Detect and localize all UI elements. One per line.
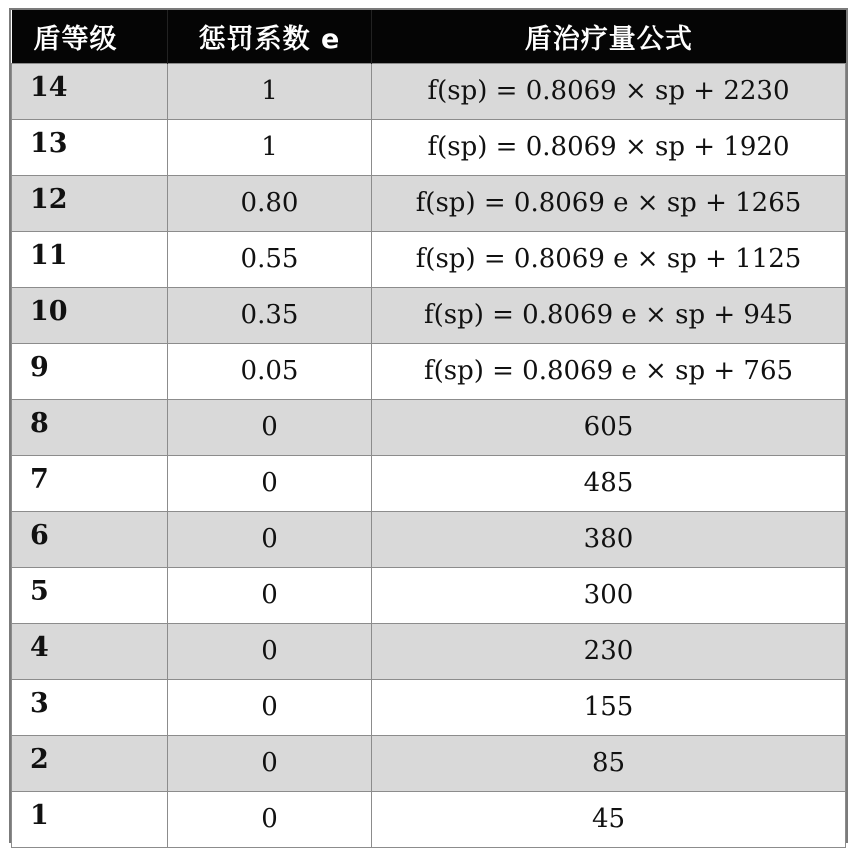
cell-formula: 45 xyxy=(372,791,846,847)
cell-penalty: 1 xyxy=(168,63,372,119)
table-row xyxy=(12,63,846,119)
table-row xyxy=(12,455,846,511)
cell-penalty: 0 xyxy=(168,455,372,511)
table-row xyxy=(12,399,846,455)
cell-penalty: 0 xyxy=(168,567,372,623)
table-row xyxy=(12,567,846,623)
table-row xyxy=(12,735,846,791)
cell-level: 2 xyxy=(12,735,168,791)
header-row xyxy=(12,10,846,63)
cell-formula: 230 xyxy=(372,623,846,679)
table-row xyxy=(12,791,846,847)
header-shield-level: 盾等级 xyxy=(33,23,118,55)
cell-formula: f(sp) = 0.8069 e × sp + 945 xyxy=(372,287,846,343)
cell-formula: 300 xyxy=(372,567,846,623)
cell-level: 5 xyxy=(12,567,168,623)
table-body xyxy=(12,63,846,847)
table-row xyxy=(12,231,846,287)
cell-penalty: 0 xyxy=(168,623,372,679)
cell-penalty: 0.05 xyxy=(168,343,372,399)
cell-penalty: 1 xyxy=(168,119,372,175)
cell-formula: 485 xyxy=(372,455,846,511)
table-row xyxy=(12,623,846,679)
shield-table xyxy=(9,8,848,843)
cell-level: 13 xyxy=(12,119,168,175)
cell-formula: f(sp) = 0.8069 × sp + 1920 xyxy=(372,119,846,175)
cell-penalty: 0 xyxy=(168,679,372,735)
table-row xyxy=(12,119,846,175)
cell-penalty: 0 xyxy=(168,511,372,567)
cell-level: 7 xyxy=(12,455,168,511)
header-heal-formula: 盾治疗量公式 xyxy=(372,10,846,63)
table-row xyxy=(12,679,846,735)
cell-level: 1 xyxy=(12,791,168,847)
cell-formula: f(sp) = 0.8069 e × sp + 765 xyxy=(372,343,846,399)
cell-penalty: 0 xyxy=(168,791,372,847)
cell-level: 12 xyxy=(12,175,168,231)
cell-formula: 380 xyxy=(372,511,846,567)
cell-level: 8 xyxy=(12,399,168,455)
table-header xyxy=(12,10,846,63)
cell-level: 4 xyxy=(12,623,168,679)
table-row xyxy=(12,511,846,567)
cell-formula: 85 xyxy=(372,735,846,791)
cell-level: 11 xyxy=(12,231,168,287)
cell-formula: 605 xyxy=(372,399,846,455)
cell-penalty: 0.35 xyxy=(168,287,372,343)
table-row xyxy=(12,287,846,343)
table-row xyxy=(12,175,846,231)
cell-formula: 155 xyxy=(372,679,846,735)
shield-heal-table xyxy=(11,10,846,848)
table-row xyxy=(12,343,846,399)
cell-formula: f(sp) = 0.8069 × sp + 2230 xyxy=(372,63,846,119)
cell-penalty: 0 xyxy=(168,399,372,455)
cell-formula: f(sp) = 0.8069 e × sp + 1265 xyxy=(372,175,846,231)
cell-penalty: 0.80 xyxy=(168,175,372,231)
cell-level: 14 xyxy=(12,63,168,119)
cell-formula: f(sp) = 0.8069 e × sp + 1125 xyxy=(372,231,846,287)
cell-penalty: 0 xyxy=(168,735,372,791)
cell-level: 6 xyxy=(12,511,168,567)
cell-level: 10 xyxy=(12,287,168,343)
header-penalty-coefficient: 惩罚系数 e xyxy=(168,10,372,63)
cell-level: 3 xyxy=(12,679,168,735)
cell-penalty: 0.55 xyxy=(168,231,372,287)
cell-level: 9 xyxy=(12,343,168,399)
